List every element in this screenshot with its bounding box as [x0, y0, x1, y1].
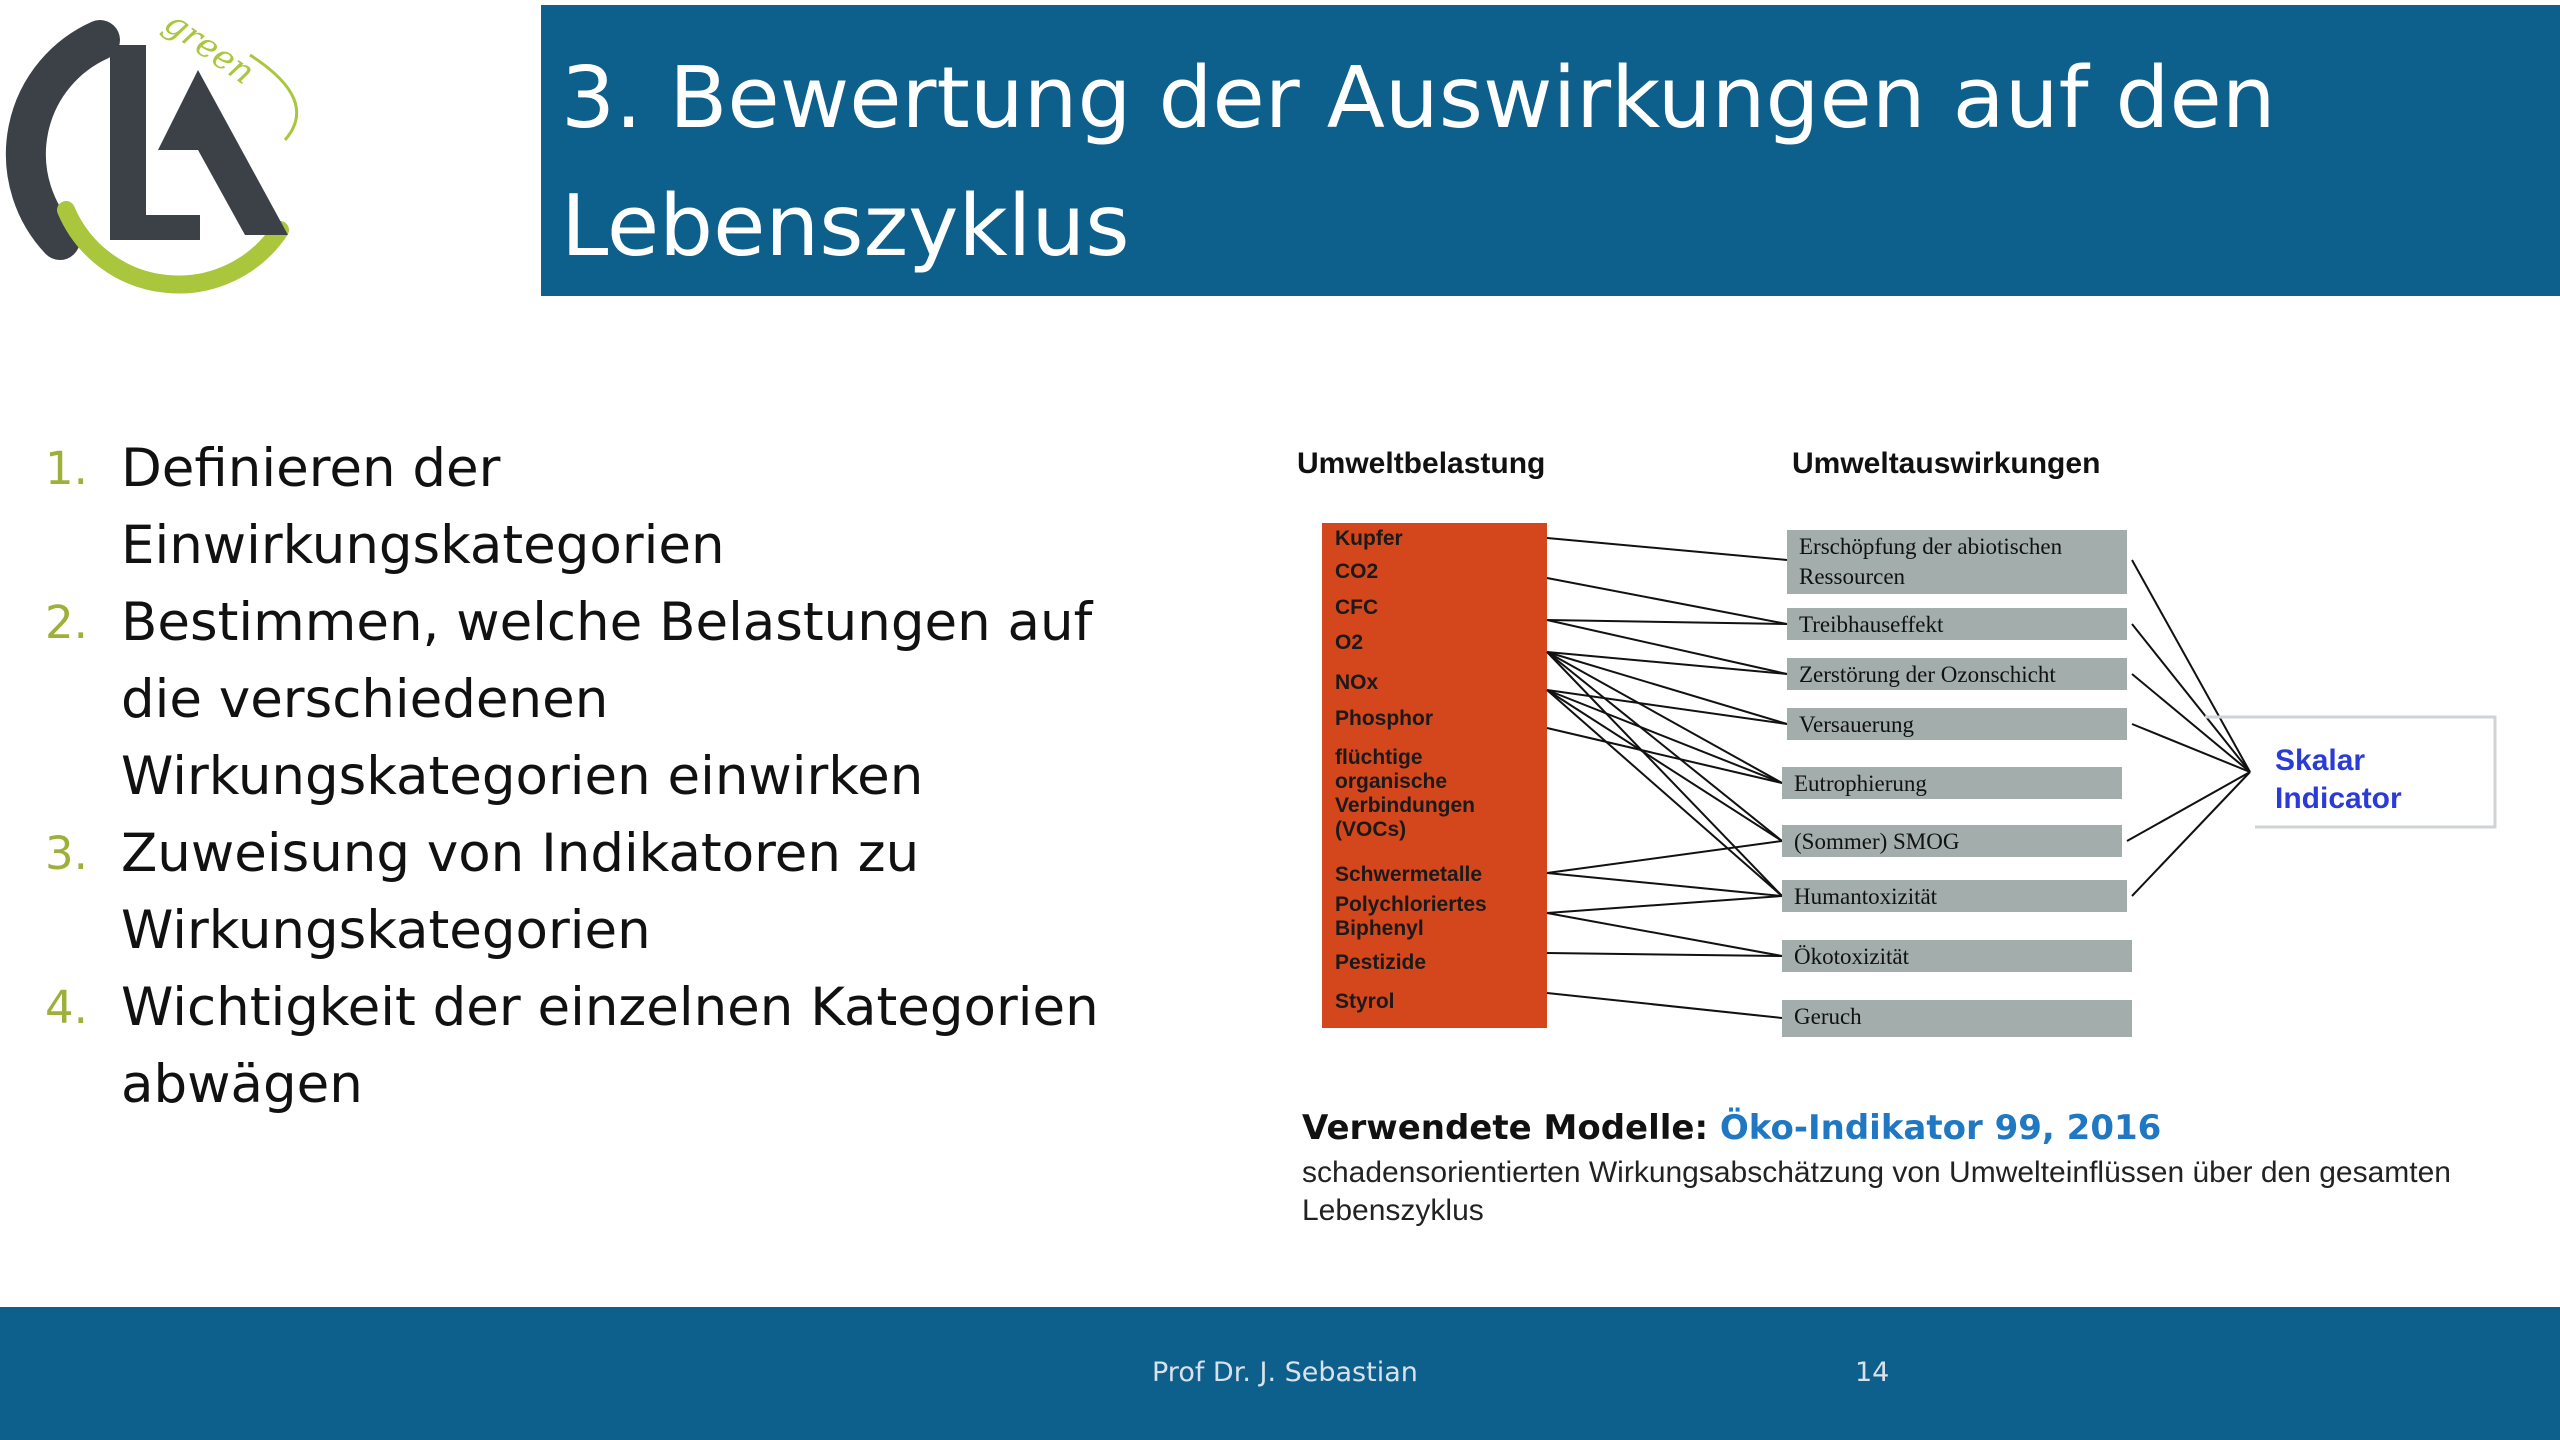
- right-header: Umweltauswirkungen: [1792, 447, 2101, 480]
- source-item: Styrol: [1335, 990, 1395, 1013]
- step-text: Zuweisung von Indikatoren zu Wirkungskategorien: [121, 823, 920, 961]
- connector-line: [1547, 913, 1782, 956]
- connector-line: [1547, 896, 1782, 913]
- source-item: O2: [1335, 631, 1364, 654]
- title-bar: [541, 5, 2560, 296]
- models-line: [1302, 1108, 2542, 1148]
- footer-author: Prof Dr. J. Sebastian: [1152, 1357, 1418, 1388]
- connector-line: [1547, 620, 1787, 624]
- impact-diagram: [1250, 430, 2550, 1070]
- category-label: Versauerung: [1799, 712, 1914, 737]
- indicator-line: [2132, 560, 2250, 772]
- indicator-line: [2132, 772, 2250, 896]
- step-text: Wichtigkeit der einzelnen Kategorien abwägen: [121, 977, 1099, 1115]
- step-text: Bestimmen, welche Belastungen auf die verschiedenen Wirkungskategorien einwirken: [121, 592, 1093, 807]
- step-item: [45, 969, 1105, 1123]
- step-number: 4.: [45, 981, 88, 1034]
- left-header: Umweltbelastung: [1297, 447, 1546, 480]
- category-label: Treibhauseffekt: [1799, 612, 1944, 637]
- models-label: Verwendete Modelle:: [1302, 1108, 1709, 1148]
- step-list: [45, 430, 1105, 1123]
- category-boxes: [1782, 530, 2132, 1037]
- source-item: NOx: [1335, 671, 1379, 694]
- category-label: Humantoxizität: [1794, 884, 1938, 909]
- page-number: 14: [1855, 1357, 1890, 1388]
- source-item: (VOCs): [1335, 818, 1407, 841]
- connector-line: [1547, 652, 1782, 841]
- category-label: Erschöpfung der abiotischen: [1799, 534, 2063, 559]
- step-number: 3.: [45, 827, 88, 880]
- source-item: CFC: [1335, 596, 1379, 619]
- indicator-line: [2132, 674, 2250, 772]
- connector-line: [1547, 993, 1782, 1018]
- step-item: [45, 815, 1105, 969]
- connector-line: [1547, 953, 1782, 956]
- footer-bar: [0, 1307, 2560, 1440]
- indicator-line: [2132, 724, 2250, 772]
- step-item: [45, 430, 1105, 584]
- category-label: (Sommer) SMOG: [1794, 829, 1960, 854]
- source-item: Polychloriertes: [1335, 893, 1487, 916]
- category-label: Zerstörung der Ozonschicht: [1799, 662, 2056, 687]
- source-item: Phosphor: [1335, 707, 1433, 730]
- category-label: Ressourcen: [1799, 564, 1906, 589]
- indicator-line: [2132, 624, 2250, 772]
- models-description: schadensorientierten Wirkungsabschätzung von Umwelteinflüssen über den gesamten Lebenszyklus: [1302, 1156, 2451, 1227]
- models-value: Öko-Indikator 99, 2016: [1719, 1108, 2162, 1148]
- logo-script-text: green: [156, 2, 262, 93]
- indicator-label-line2: Indicator: [2275, 782, 2402, 815]
- logo-script-swash: [250, 55, 297, 140]
- source-item: Biphenyl: [1335, 917, 1424, 940]
- connector-line: [1547, 578, 1787, 624]
- step-number: 1.: [45, 442, 88, 495]
- source-item: Verbindungen: [1335, 794, 1476, 817]
- step-item: [45, 584, 1105, 815]
- source-item: flüchtige: [1335, 746, 1423, 769]
- connector-line: [1547, 620, 1787, 674]
- source-item: Pestizide: [1335, 951, 1427, 974]
- step-text: Definieren der Einwirkungskategorien: [121, 438, 725, 576]
- connector-line: [1547, 690, 1782, 896]
- models-section: [1302, 1108, 2542, 1230]
- category-label: Eutrophierung: [1794, 771, 1927, 796]
- page-title: 3. Bewertung der Auswirkungen auf den Lebenszyklus: [561, 49, 2276, 276]
- logo-a-shape: [158, 70, 288, 235]
- source-item: Schwermetalle: [1335, 863, 1483, 886]
- indicator-line: [2127, 772, 2250, 841]
- source-item: CO2: [1335, 560, 1379, 583]
- indicator-label-line1: Skalar: [2275, 744, 2366, 777]
- category-label: Geruch: [1794, 1004, 1862, 1029]
- connector-line: [1547, 841, 1782, 873]
- source-item: organische: [1335, 770, 1448, 793]
- logo: [0, 0, 330, 310]
- connector-line: [1547, 538, 1787, 560]
- source-item: Kupfer: [1335, 527, 1403, 550]
- step-number: 2.: [45, 596, 88, 649]
- category-label: Ökotoxizität: [1794, 944, 1909, 969]
- connector-line: [1547, 873, 1782, 896]
